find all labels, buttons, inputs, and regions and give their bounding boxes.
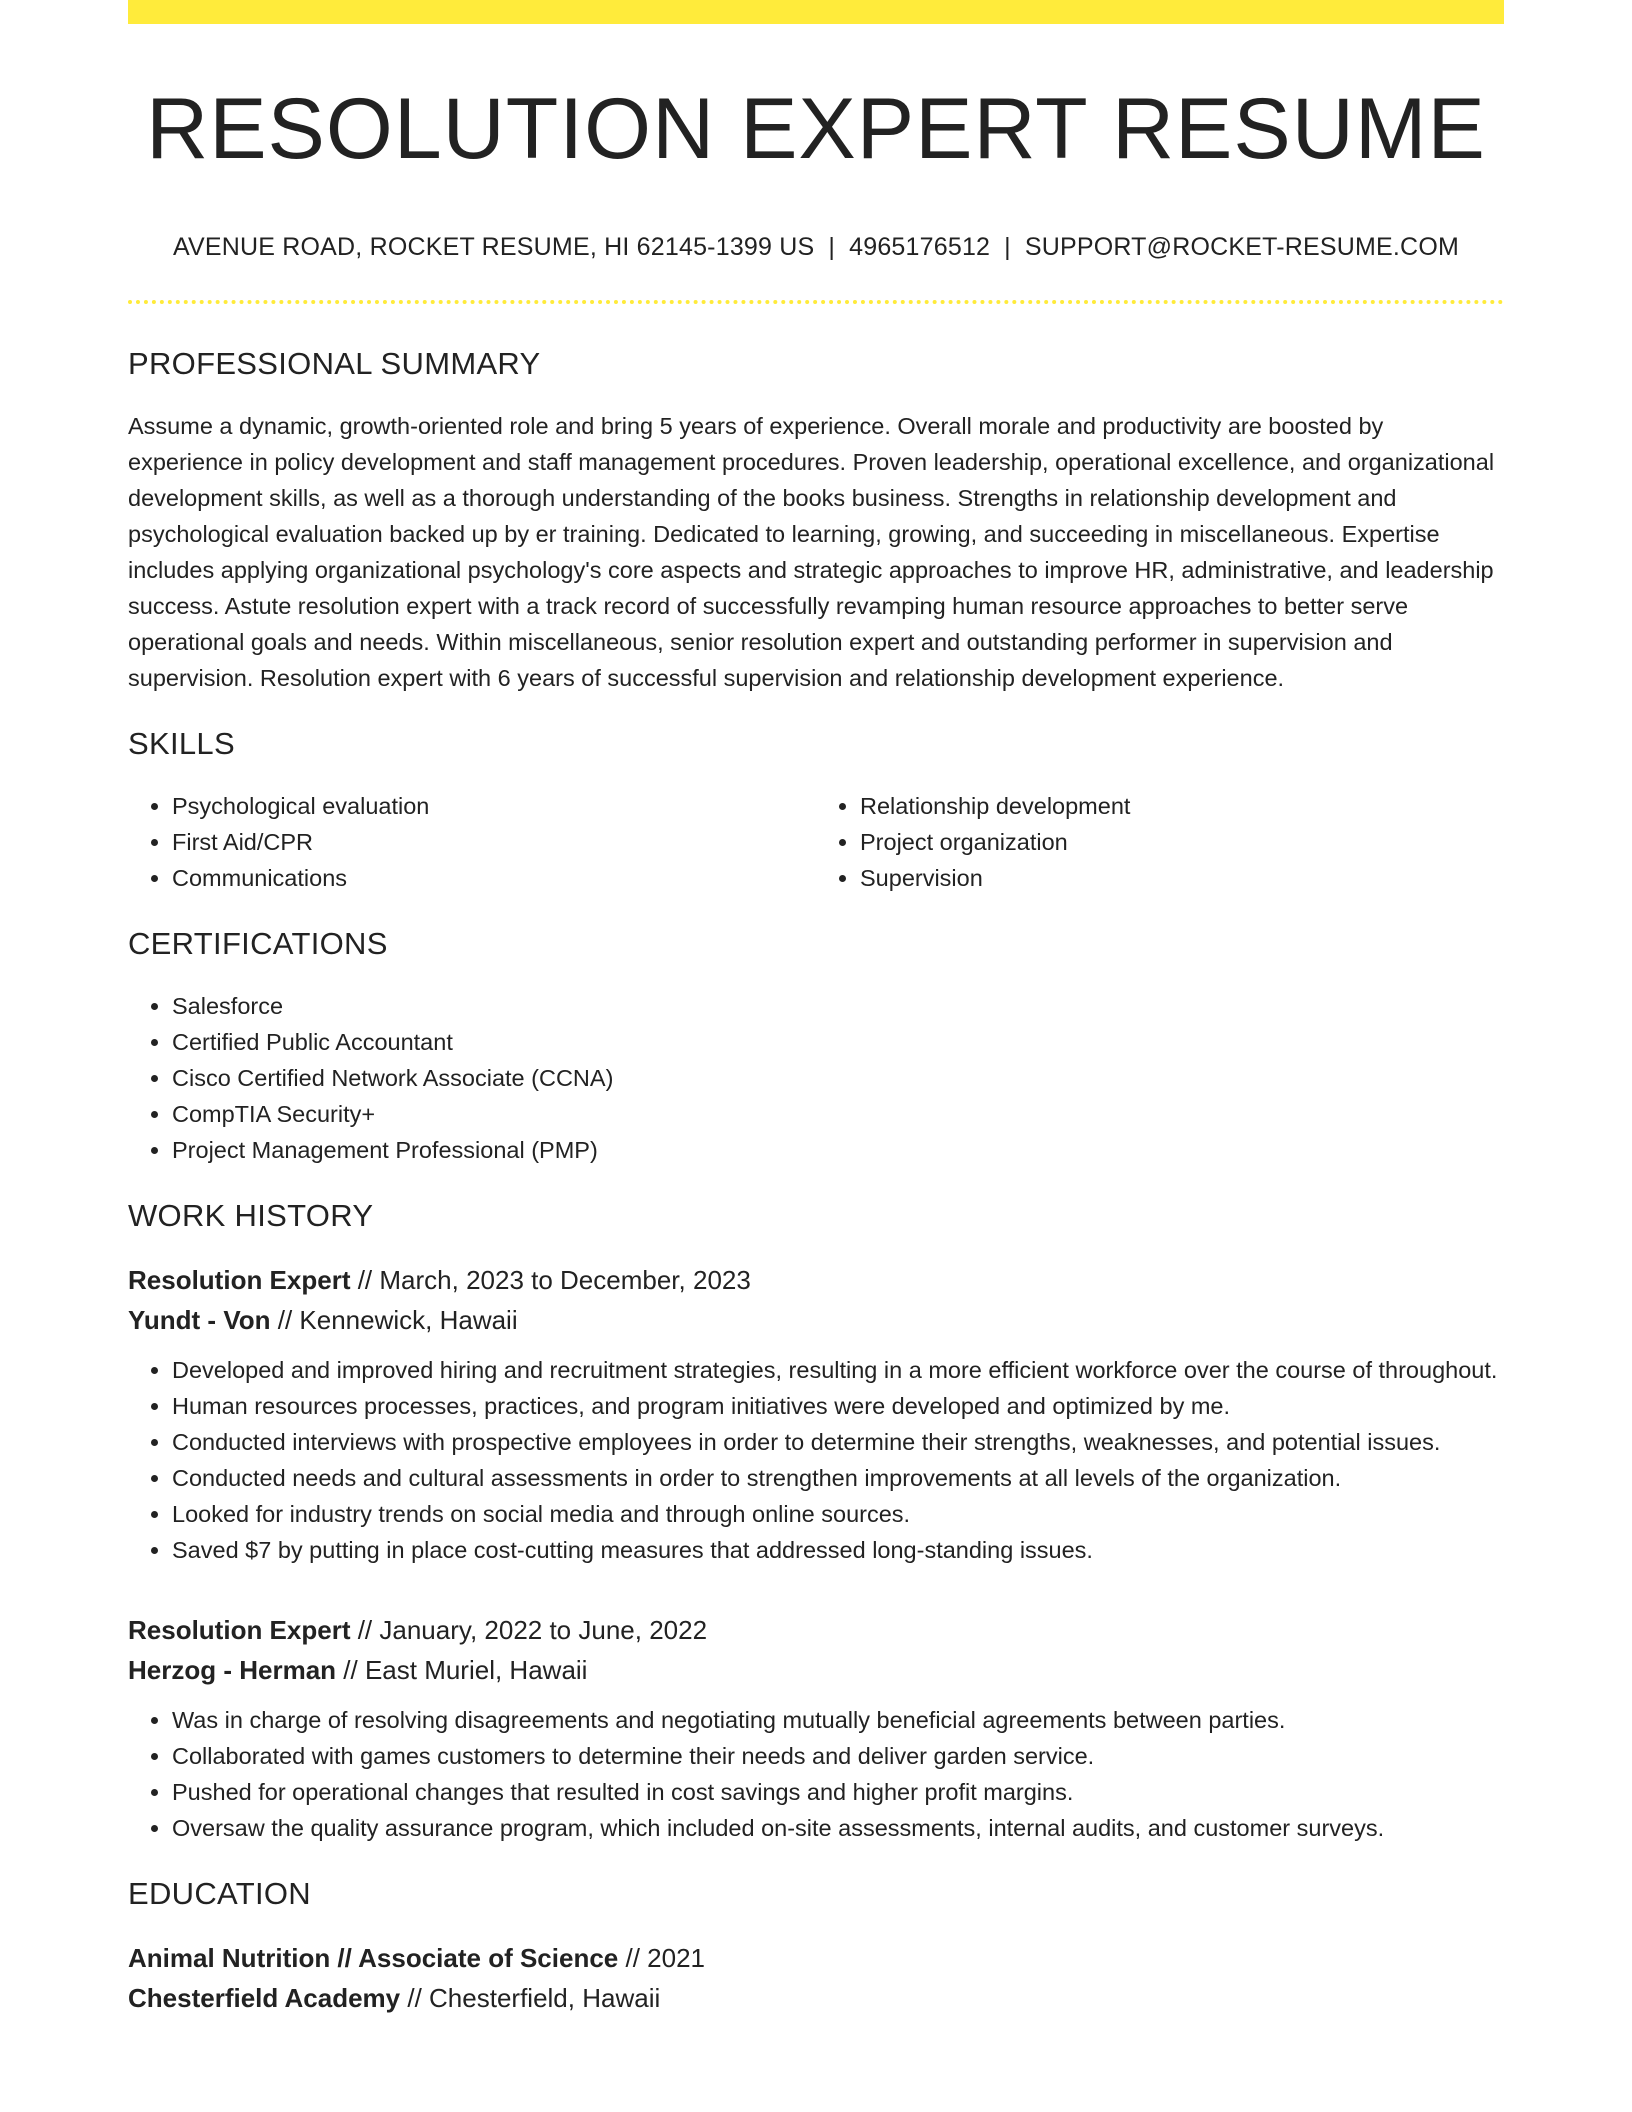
certifications-list [128, 988, 1504, 1168]
phone: 4965176512 [849, 232, 991, 261]
job-company-line [128, 1300, 1504, 1340]
summary-text: Assume a dynamic, growth-oriented role and bring 5 years of experience. Overall morale and productivity are boosted by experience in policy development and staff management procedures. Proven leadership, operational excellence, and organizational development skills, as well as a thorough understanding of the books business. Strengths in relationship development and psychological evaluation backed up by er training. Dedicated to learning, growing, and succeeding in miscellaneous. Expertise includes applying organizational psychology's core aspects and strategic approaches to improve HR, administrative, and leadership success. Astute resolution expert with a track record of successfully revamping human resource approaches to better serve operational goals and needs. Within miscellaneous, senior resolution expert and outstanding performer in supervision and supervision. Resolution expert with 6 years of successful supervision and relationship development experience. [128, 412, 1495, 691]
degree: Animal Nutrition // Associate of Science [128, 1942, 619, 1973]
job-bullet: • Human resources processes, practices, and program initiatives were developed and optimized by me. [172, 1388, 1504, 1424]
email: SUPPORT@ROCKET-RESUME.COM [1024, 232, 1459, 261]
job-dates: // March, 2023 to December, 2023 [350, 1264, 751, 1295]
job-company: Herzog - Herman [128, 1654, 337, 1685]
degree-line [128, 1938, 1504, 1978]
job-bullet: • Saved $7 by putting in place cost-cutting measures that addressed long-standing issues. [172, 1532, 1504, 1568]
skill-item: • Project organization [860, 824, 1504, 860]
separator: | [828, 232, 836, 261]
school-name: Chesterfield Academy [128, 1982, 401, 2013]
separator: | [1004, 232, 1011, 261]
job-dates: // January, 2022 to June, 2022 [350, 1614, 708, 1645]
job-bullet: • Oversaw the quality assurance program, which included on-site assessments, internal audits, and customer surveys. [172, 1810, 1504, 1846]
job-location: // Kennewick, Hawaii [270, 1304, 518, 1335]
job-entry [128, 1260, 1504, 1568]
job-bullets [128, 1702, 1504, 1846]
certification-item: • Cisco Certified Network Associate (CCNA) [172, 1060, 1504, 1096]
certification-item: • CompTIA Security+ [172, 1096, 1504, 1132]
job-title: Resolution Expert [128, 1614, 351, 1645]
skills-column-left [128, 788, 816, 896]
skills-heading: SKILLS [128, 725, 235, 761]
resume-title: RESOLUTION EXPERT RESUME [146, 81, 1486, 177]
dotted-divider [128, 300, 1504, 304]
contact-line [128, 233, 1504, 262]
job-bullet: • Looked for industry trends on social media and through online sources. [172, 1496, 1504, 1532]
skill-item: • First Aid/CPR [172, 824, 816, 860]
summary-heading: PROFESSIONAL SUMMARY [128, 345, 541, 381]
accent-bar [128, 0, 1504, 24]
job-bullet: • Conducted needs and cultural assessments in order to strengthen improvements at all levels of the organization. [172, 1460, 1504, 1496]
certification-item: • Certified Public Accountant [172, 1024, 1504, 1060]
resume-page [128, 0, 1504, 2018]
job-bullet: • Collaborated with games customers to determine their needs and deliver garden service. [172, 1738, 1504, 1774]
job-entry [128, 1610, 1504, 1846]
work-history-heading: WORK HISTORY [128, 1197, 374, 1233]
job-title: Resolution Expert [128, 1264, 351, 1295]
job-title-line [128, 1610, 1504, 1650]
skills-list [128, 788, 1504, 896]
skill-item: • Supervision [860, 860, 1504, 896]
job-company-line [128, 1650, 1504, 1690]
skill-item: • Psychological evaluation [172, 788, 816, 824]
certification-item: • Project Management Professional (PMP) [172, 1132, 1504, 1168]
skills-column-right [816, 788, 1504, 896]
job-bullet: • Pushed for operational changes that resulted in cost savings and higher profit margins. [172, 1774, 1504, 1810]
graduation-year: // 2021 [618, 1942, 705, 1973]
school-line [128, 1978, 1504, 2018]
education-heading: EDUCATION [128, 1875, 311, 1911]
job-company: Yundt - Von [128, 1304, 271, 1335]
skill-item: • Communications [172, 860, 816, 896]
school-location: // Chesterfield, Hawaii [400, 1982, 661, 2013]
job-bullets [128, 1352, 1504, 1568]
certifications-heading: CERTIFICATIONS [128, 925, 388, 961]
job-bullet: • Developed and improved hiring and recruitment strategies, resulting in a more efficient workforce over the course of throughout. [172, 1352, 1504, 1388]
education-entry [128, 1938, 1504, 2018]
skill-item: • Relationship development [860, 788, 1504, 824]
certification-item: • Salesforce [172, 988, 1504, 1024]
job-bullet: • Was in charge of resolving disagreements and negotiating mutually beneficial agreements between parties. [172, 1702, 1504, 1738]
job-title-line [128, 1260, 1504, 1300]
job-location: // East Muriel, Hawaii [336, 1654, 588, 1685]
job-bullet: • Conducted interviews with prospective employees in order to determine their strengths, weaknesses, and potential issues. [172, 1424, 1504, 1460]
address: AVENUE ROAD, ROCKET RESUME, HI 62145-1399 US [172, 232, 815, 261]
